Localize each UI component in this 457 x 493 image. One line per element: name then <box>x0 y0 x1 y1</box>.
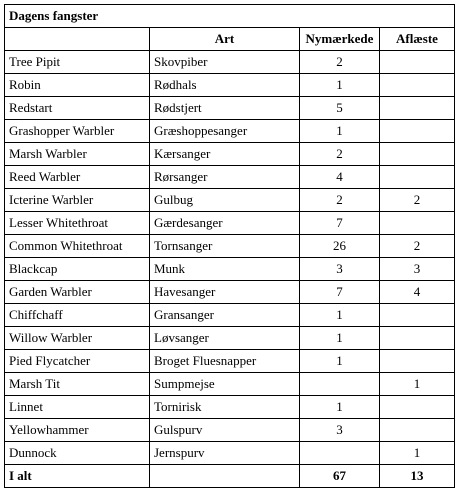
table-row <box>5 97 455 120</box>
species-danish: Gulbug <box>150 189 300 212</box>
aflaeste-count <box>380 327 455 350</box>
aflaeste-count <box>380 166 455 189</box>
aflaeste-count: 4 <box>380 281 455 304</box>
nymaerkede-count: 1 <box>300 396 380 419</box>
nymaerkede-count: 1 <box>300 304 380 327</box>
nymaerkede-count: 1 <box>300 74 380 97</box>
species-english: Linnet <box>5 396 150 419</box>
total-row <box>5 465 455 488</box>
species-danish: Jernspurv <box>150 442 300 465</box>
table-row <box>5 281 455 304</box>
table-row <box>5 235 455 258</box>
total-aflaeste: 13 <box>380 465 455 488</box>
title-row <box>5 5 455 28</box>
species-english: Willow Warbler <box>5 327 150 350</box>
aflaeste-count <box>380 419 455 442</box>
species-danish: Sumpmejse <box>150 373 300 396</box>
total-danish <box>150 465 300 488</box>
species-danish: Kærsanger <box>150 143 300 166</box>
table-row <box>5 120 455 143</box>
catch-table <box>4 4 455 488</box>
table-row <box>5 396 455 419</box>
nymaerkede-count <box>300 442 380 465</box>
header-row <box>5 28 455 51</box>
species-english: Robin <box>5 74 150 97</box>
table-row <box>5 143 455 166</box>
table-row <box>5 74 455 97</box>
table-row <box>5 258 455 281</box>
aflaeste-count: 2 <box>380 189 455 212</box>
species-danish: Havesanger <box>150 281 300 304</box>
aflaeste-count <box>380 74 455 97</box>
aflaeste-count: 2 <box>380 235 455 258</box>
species-english: Redstart <box>5 97 150 120</box>
aflaeste-count <box>380 304 455 327</box>
header-english <box>5 28 150 51</box>
species-danish: Rødhals <box>150 74 300 97</box>
header-aflaeste: Aflæste <box>380 28 455 51</box>
nymaerkede-count: 3 <box>300 419 380 442</box>
table-row <box>5 212 455 235</box>
table-title: Dagens fangster <box>5 5 455 28</box>
species-english: Dunnock <box>5 442 150 465</box>
species-danish: Skovpiber <box>150 51 300 74</box>
aflaeste-count <box>380 120 455 143</box>
table-row <box>5 51 455 74</box>
table-row <box>5 189 455 212</box>
aflaeste-count: 1 <box>380 373 455 396</box>
species-danish: Tornsanger <box>150 235 300 258</box>
nymaerkede-count: 2 <box>300 143 380 166</box>
nymaerkede-count: 7 <box>300 281 380 304</box>
aflaeste-count <box>380 396 455 419</box>
species-english: Marsh Tit <box>5 373 150 396</box>
nymaerkede-count: 1 <box>300 350 380 373</box>
species-danish: Munk <box>150 258 300 281</box>
nymaerkede-count <box>300 373 380 396</box>
species-danish: Tornirisk <box>150 396 300 419</box>
species-english: Common Whitethroat <box>5 235 150 258</box>
table-row <box>5 419 455 442</box>
species-danish: Gulspurv <box>150 419 300 442</box>
species-english: Icterine Warbler <box>5 189 150 212</box>
aflaeste-count <box>380 350 455 373</box>
table-row <box>5 166 455 189</box>
species-english: Lesser Whitethroat <box>5 212 150 235</box>
species-english: Reed Warbler <box>5 166 150 189</box>
species-english: Chiffchaff <box>5 304 150 327</box>
table-row <box>5 442 455 465</box>
nymaerkede-count: 1 <box>300 327 380 350</box>
header-art: Art <box>150 28 300 51</box>
nymaerkede-count: 1 <box>300 120 380 143</box>
nymaerkede-count: 26 <box>300 235 380 258</box>
aflaeste-count <box>380 143 455 166</box>
nymaerkede-count: 7 <box>300 212 380 235</box>
species-english: Grashopper Warbler <box>5 120 150 143</box>
species-danish: Løvsanger <box>150 327 300 350</box>
species-english: Marsh Warbler <box>5 143 150 166</box>
table-row <box>5 350 455 373</box>
nymaerkede-count: 5 <box>300 97 380 120</box>
aflaeste-count: 3 <box>380 258 455 281</box>
species-danish: Gærdesanger <box>150 212 300 235</box>
table-row <box>5 304 455 327</box>
nymaerkede-count: 3 <box>300 258 380 281</box>
nymaerkede-count: 2 <box>300 51 380 74</box>
species-danish: Gransanger <box>150 304 300 327</box>
species-english: Garden Warbler <box>5 281 150 304</box>
aflaeste-count <box>380 51 455 74</box>
table-row <box>5 327 455 350</box>
species-danish: Broget Fluesnapper <box>150 350 300 373</box>
species-danish: Rørsanger <box>150 166 300 189</box>
total-label: I alt <box>5 465 150 488</box>
catch-table-container <box>4 4 455 488</box>
species-danish: Græshoppesanger <box>150 120 300 143</box>
total-nymaerkede: 67 <box>300 465 380 488</box>
header-nymaerkede: Nymærkede <box>300 28 380 51</box>
nymaerkede-count: 2 <box>300 189 380 212</box>
species-english: Blackcap <box>5 258 150 281</box>
aflaeste-count <box>380 97 455 120</box>
aflaeste-count: 1 <box>380 442 455 465</box>
species-danish: Rødstjert <box>150 97 300 120</box>
nymaerkede-count: 4 <box>300 166 380 189</box>
species-english: Pied Flycatcher <box>5 350 150 373</box>
table-row <box>5 373 455 396</box>
species-english: Tree Pipit <box>5 51 150 74</box>
aflaeste-count <box>380 212 455 235</box>
species-english: Yellowhammer <box>5 419 150 442</box>
